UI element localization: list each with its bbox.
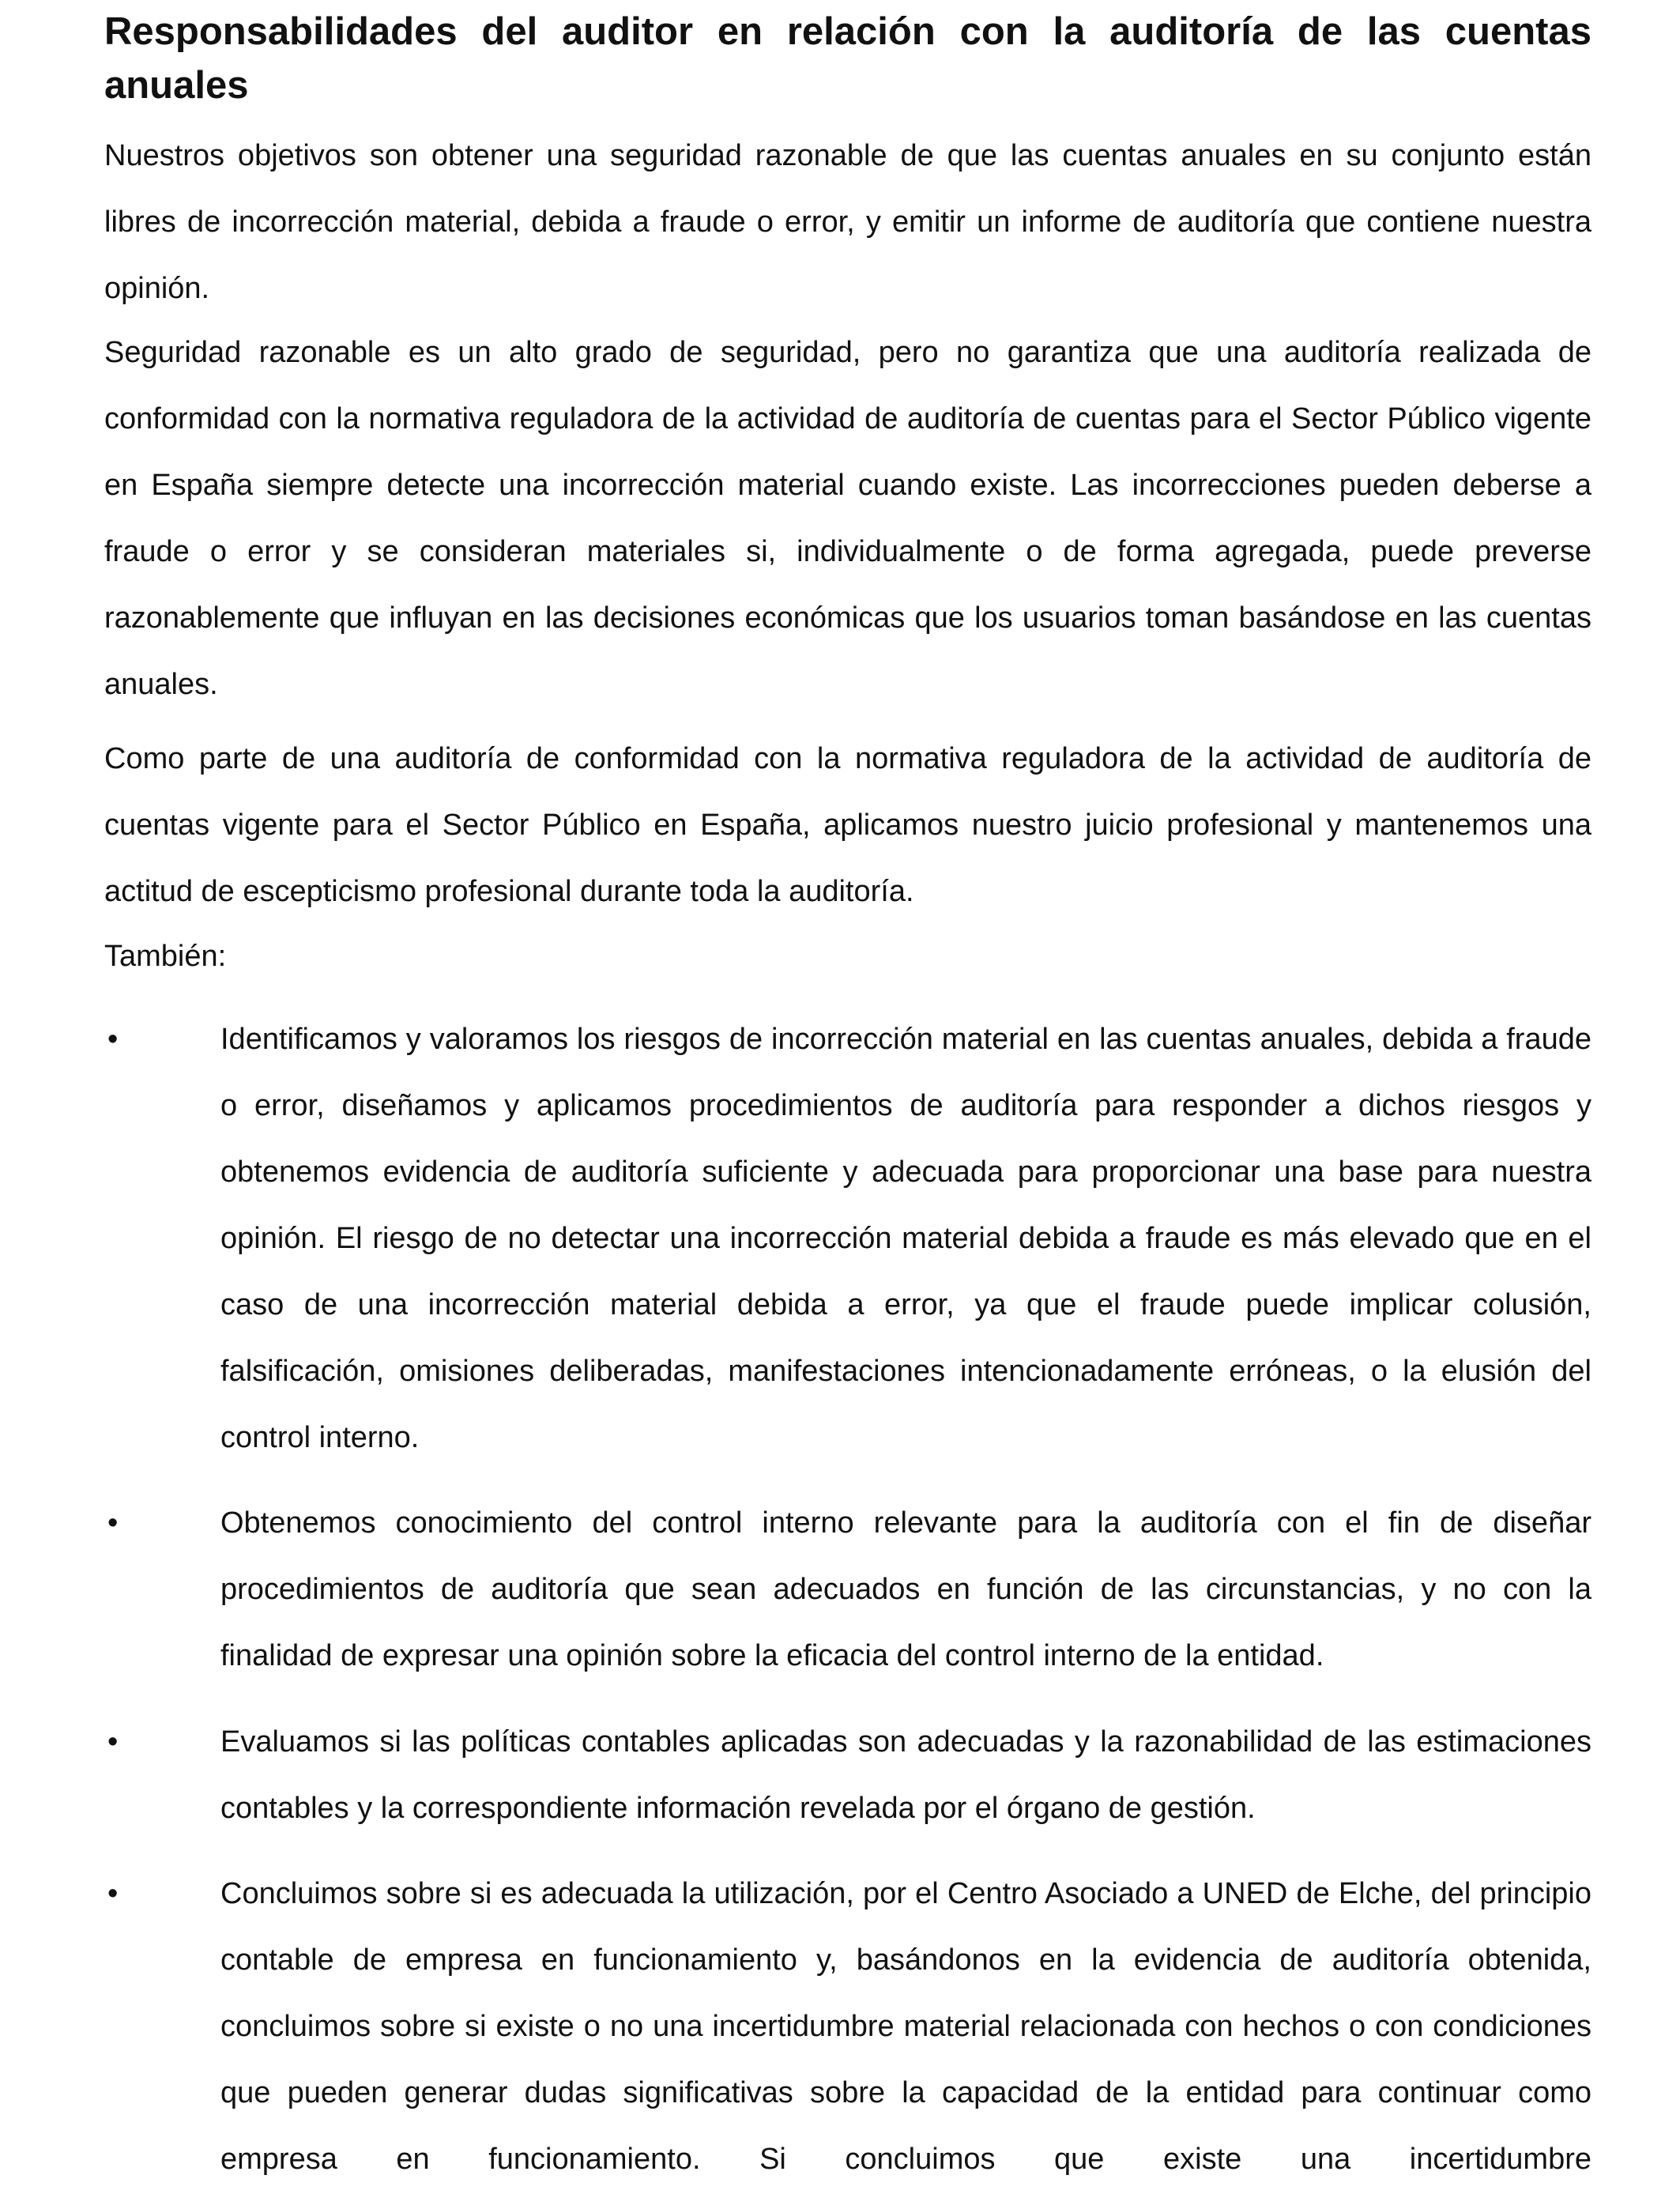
section-heading: Responsabilidades del auditor en relación con la auditoría de las cuentas anuales: [104, 10, 1591, 107]
bullet-icon: •: [107, 1506, 119, 1540]
paragraph-objectives: Nuestros objetivos son obtener una seguridad razonable de que las cuentas anuales en su conjunto están libres de incorrección material, debida a fraude o error, y emitir un informe de auditoría que contiene nuestra opinión.: [104, 139, 1591, 305]
bullet-icon: •: [107, 1877, 119, 1910]
list-item-text: Concluimos sobre si es adecuada la utilización, por el Centro Asociado a UNED de Elche, del principio contable de empresa en funcionamiento y, basándonos en la evidencia de auditoría obtenida, concluimos sobre si existe o no una incertidumbre material relacionada con hechos o con condiciones que pueden generar dudas significativas sobre la capacidad de la entidad para continuar como empresa en funcionamiento. Si concluimos que existe una incertidumbre: [220, 1877, 1591, 2176]
list-item-text: Identificamos y valoramos los riesgos de incorrección material en las cuentas anuales, debida a fraude o error, diseñamos y aplicamos procedimientos de auditoría para responder a dichos riesgos y obtenemos evidencia de auditoría suficiente y adecuada para proporcionar una base para nuestra opinión. El riesgo de no detectar una incorrección material debida a fraude es más elevado que en el caso de una incorrección material debida a error, ya que el fraude puede implicar colusión, falsificación, omisiones deliberadas, manifestaciones intencionadamente erróneas, o la elusión del control interno.: [220, 1023, 1591, 1454]
paragraph-professional-judgment: Como parte de una auditoría de conformidad con la normativa reguladora de la actividad de auditoría de cuentas vigente para el Sector Público en España, aplicamos nuestro juicio profesional y mantenemos una actitud de escepticismo profesional durante toda la auditoría.: [104, 742, 1591, 908]
list-item-text: Evaluamos si las políticas contables aplicadas son adecuadas y la razonabilidad de las estimaciones contables y la correspondiente información revelada por el órgano de gestión.: [220, 1725, 1591, 1825]
list-item-text: Obtenemos conocimiento del control interno relevante para la auditoría con el fin de diseñar procedimientos de auditoría que sean adecuados en función de las circunstancias, y no con la finalidad de expresar una opinión sobre la eficacia del control interno de la entidad.: [220, 1506, 1591, 1672]
paragraph-also: También:: [104, 940, 227, 973]
bullet-icon: •: [107, 1023, 119, 1056]
paragraph-reasonable-assurance: Seguridad razonable es un alto grado de seguridad, pero no garantiza que una auditoría realizada de conformidad con la normativa reguladora de la actividad de auditoría de cuentas para el Sector Público vigente en España siempre detecte una incorrección material cuando existe. Las incorrecciones pueden deberse a fraude o error y se consideran materiales si, individualmente o de forma agregada, puede preverse razonablemente que influyan en las decisiones económicas que los usuarios toman basándose en las cuentas anuales.: [104, 336, 1591, 701]
bullet-icon: •: [107, 1725, 119, 1759]
